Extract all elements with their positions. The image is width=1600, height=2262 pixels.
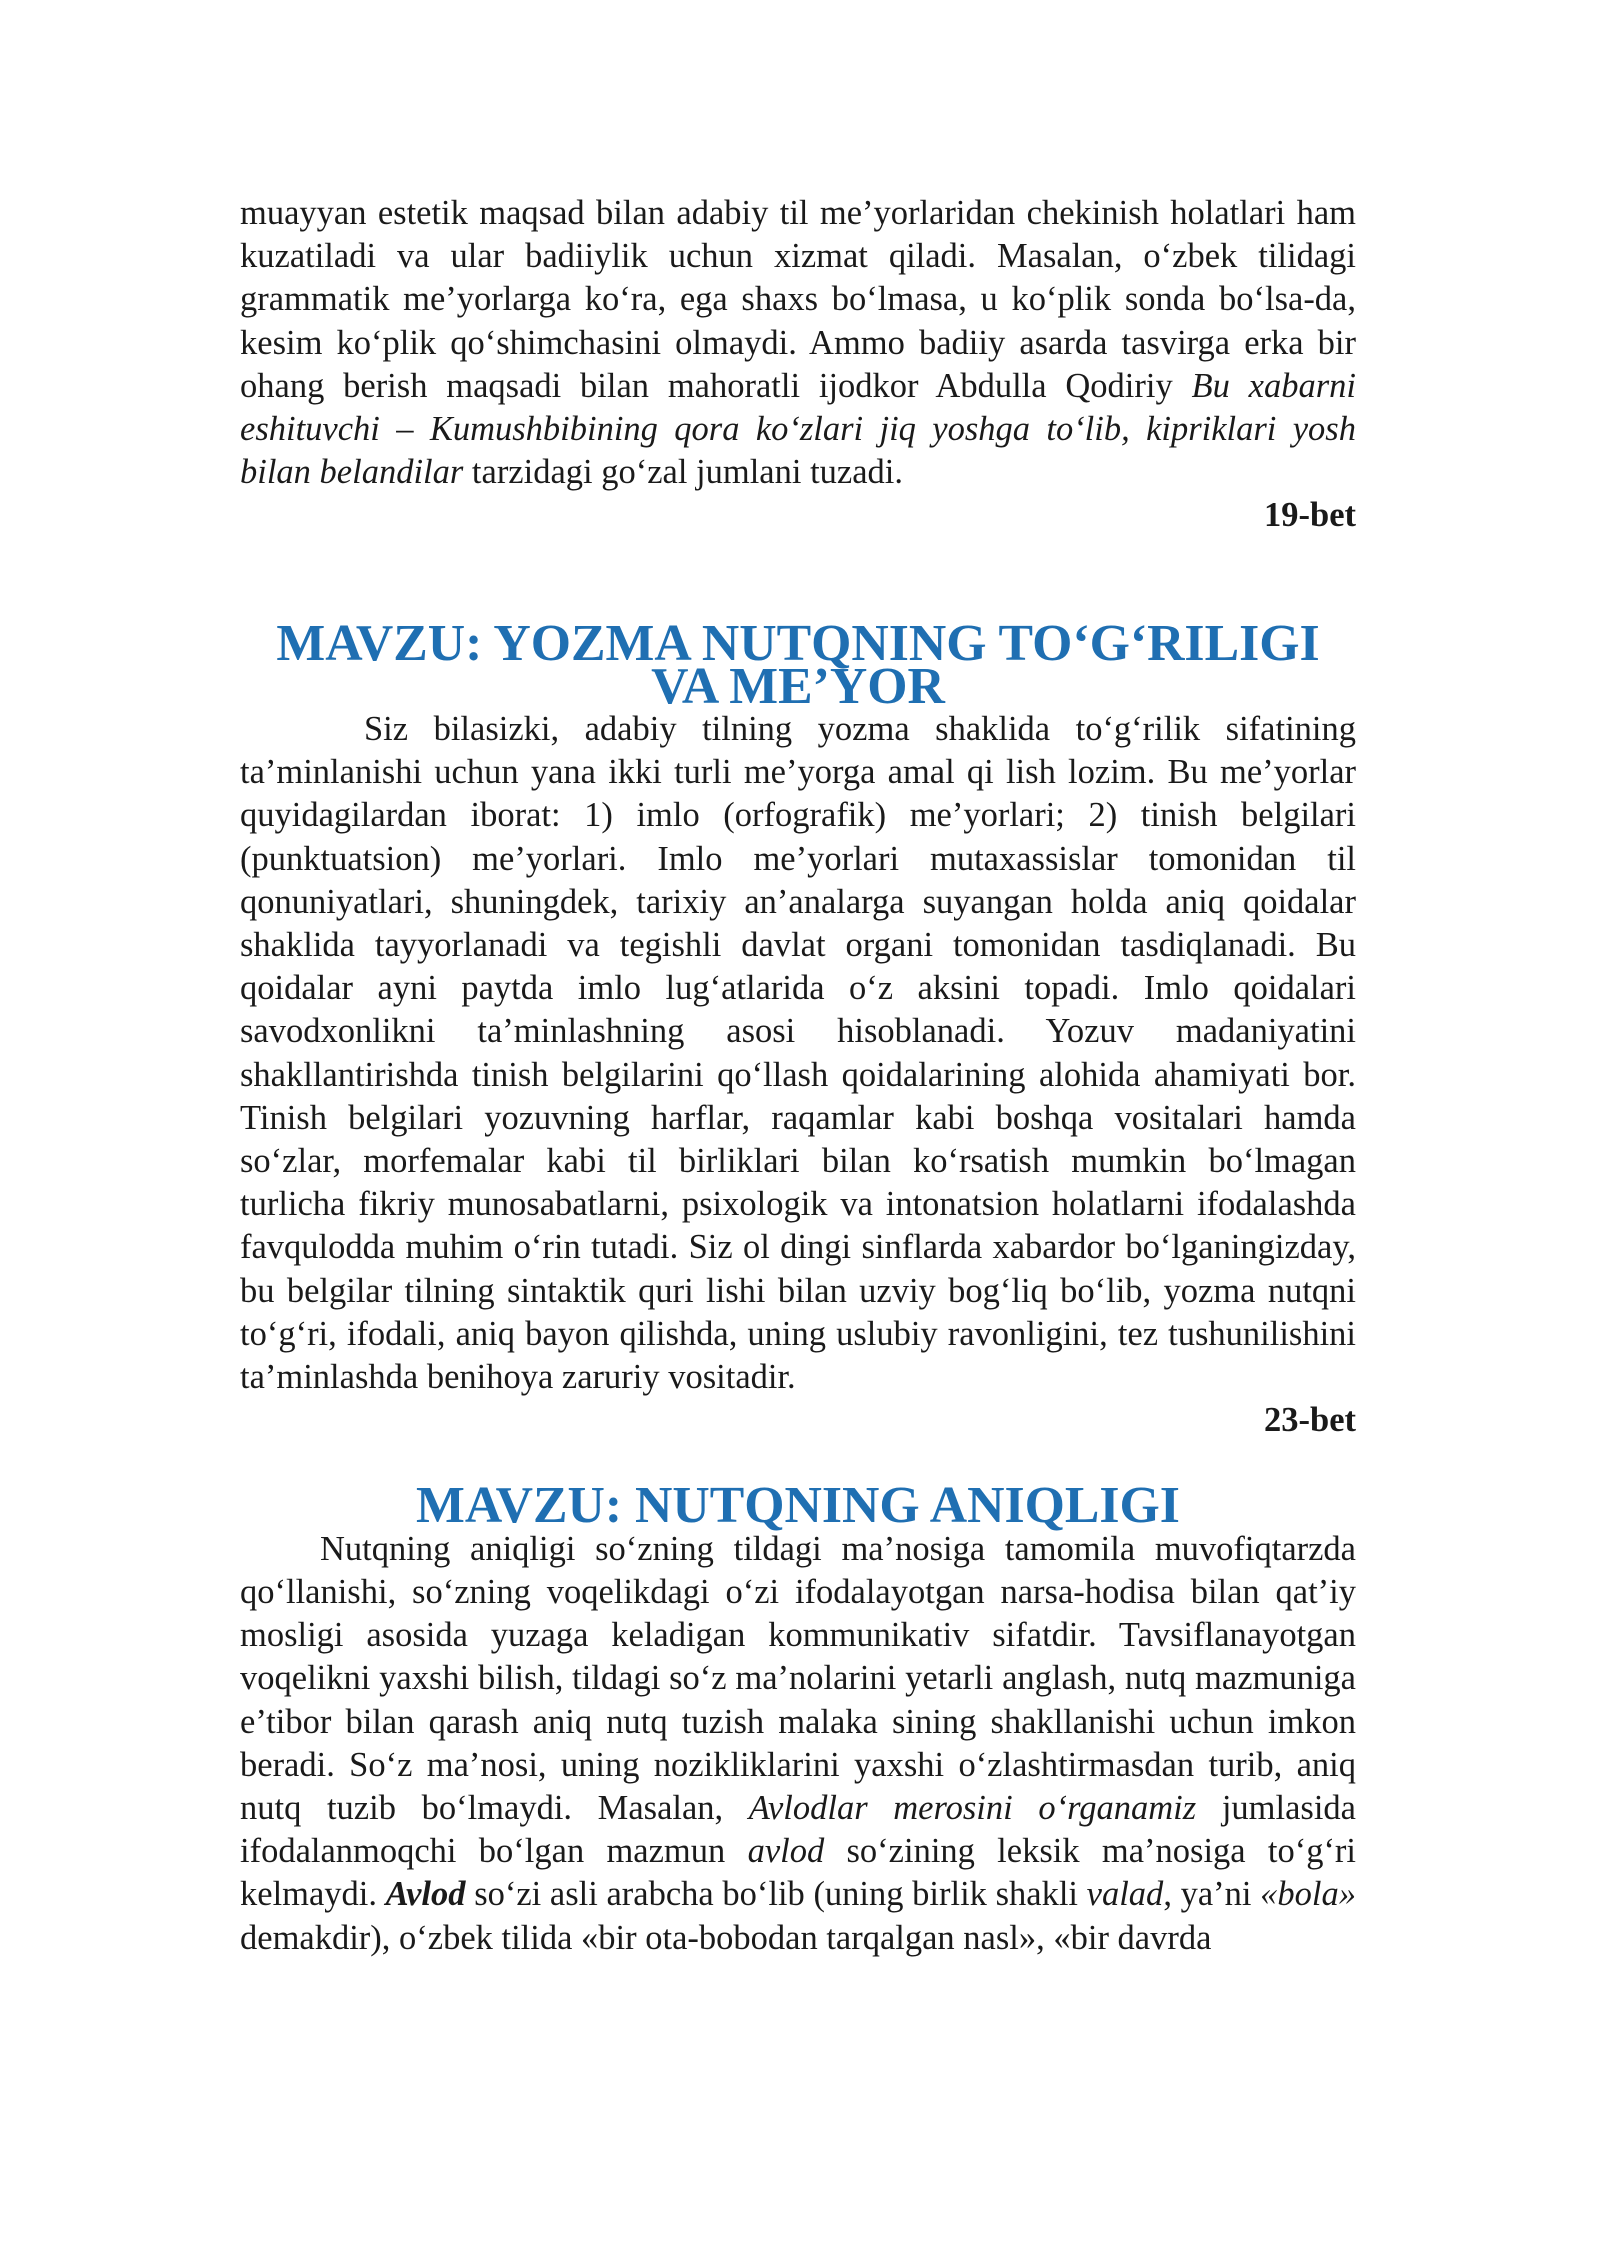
paragraph-text: demakdir), o‘zbek tilida «bir ota-bobodan tarqalgan nasl», «bir davrda: [240, 1918, 1212, 1957]
page-reference: 19-bet: [1264, 496, 1356, 535]
paragraph-text: , ya’ni: [1163, 1875, 1261, 1914]
term-italic: avlod: [747, 1832, 825, 1871]
term-bold-italic: Avlod: [385, 1875, 466, 1914]
page-reference: 23-bet: [1264, 1401, 1356, 1440]
example-italic: Avlodlar merosini o‘rganamiz: [748, 1788, 1197, 1827]
paragraph-text: muayyan estetik maqsad bilan adabiy til me’yorlaridan chekinish holatlari ham kuzatiladi va ular badiiylik uchun xizmat qiladi. Masalan, o‘zbek tilidagi grammatik me’yorlarga ko‘ra, ega shaxs bo‘lmasa, u ko‘plik sonda bo‘lsa-da, kesim ko‘plik qo‘shimchasini olmaydi. Ammo badiiy asarda tasvirga erka bir ohang berish maqsadi bilan mahoratli ijodkor Abdulla Qodiriy: [240, 194, 1356, 405]
section-heading-yozma-nutq: MAVZU: YOZMA NUTQNING TO‘G‘RILIGI VA ME’YOR: [276, 614, 1320, 715]
term-italic: «bola»: [1260, 1875, 1356, 1914]
paragraph-text: jumlasida ifodalanmoqchi bo‘lgan mazmun: [240, 1788, 1356, 1871]
quote-italic: Bu xabarni eshituvchi – Kumushbibining qora ko‘zlari jiq yoshga to‘lib, kipriklari yosh bilan belandilar: [240, 366, 1356, 492]
paragraph-nutq-aniqligi: [240, 1528, 1356, 1960]
paragraph-text: so‘zi asli arabcha bo‘lib (uning birlik shakli: [465, 1875, 1087, 1914]
term-italic: valad: [1086, 1875, 1164, 1914]
paragraph-estetik: [240, 192, 1356, 494]
paragraph-text: so‘zining leksik ma’nosiga to‘g‘ri kelmaydi.: [240, 1832, 1357, 1914]
paragraph-text: Nutqning aniqligi so‘zning tildagi ma’nosiga tamomila muvofiqtarzda qo‘llanishi, so‘zning voqelikdagi o‘zi ifodalayotgan narsa-hodisa bilan qat’iy mosligi asosida yuzaga keladigan kommunikativ sifatdir. Tavsiflanayotgan voqelikni yaxshi bilish, tildagi so‘z ma’nolarini yetarli anglash, nutq mazmuniga e’tibor bilan qarash aniq nutq tuzish malaka sining shakllanishi uchun imkon beradi. So‘z ma’nosi, uning nozikliklarini yaxshi o‘zlashtirmasdan turib, aniq nutq tuzib bo‘lmaydi. Masalan,: [240, 1529, 1356, 1827]
document-page: [240, 192, 1356, 1960]
paragraph-text: tarzidagi go‘zal jumlani tuzadi.: [463, 453, 904, 492]
paragraph-yozma-nutq: Siz bilasizki, adabiy tilning yozma shaklida to‘g‘rilik sifatining ta’minlanishi uchun yana ikki turli me’yorga amal qi lish lozim. Bu me’yorlar quyidagilardan iborat: 1) imlo (orfografik) me’yorlari; 2) tinish belgilari (punktuatsion) me’yorlari. Imlo me’yorlari mutaxassislar tomonidan til qonuniyatlari, shuningdek, tarixiy an’analarga suyangan holda aniq qoidalar shaklida tayyorlanadi va tegishli davlat organi tomonidan tasdiqlanadi. Bu qoidalar ayni paytda imlo lug‘atlarida o‘z aksini topadi. Imlo qoidalari savodxonlikni ta’minlashning asosi hisoblanadi. Yozuv madaniyatini shakllantirishda tinish belgilarini qo‘llash qoidalarining alohida ahamiyati bor. Tinish belgilari yozuvning harflar, raqamlar kabi boshqa vositalari hamda so‘zlar, morfemalar kabi til birliklari bilan ko‘rsatish mumkin bo‘lmagan turlicha fikriy munosabatlarni, psixologik va intonatsion holatlarni ifodalashda favqulodda muhim o‘rin tutadi. Siz ol dingi sinflarda xabardor bo‘lganingizday, bu belgilar tilning sintaktik quri lishi bilan uzviy bog‘liq bo‘lib, yozma nutqni to‘g‘ri, ifodali, aniq bayon qilishda, uning uslubiy ravonligini, tez tushunilishini ta’minlashda benihoya zaruriy vositadir.: [240, 710, 1356, 1397]
section-heading-nutq-aniqligi: MAVZU: NUTQNING ANIQLIGI: [416, 1477, 1180, 1535]
